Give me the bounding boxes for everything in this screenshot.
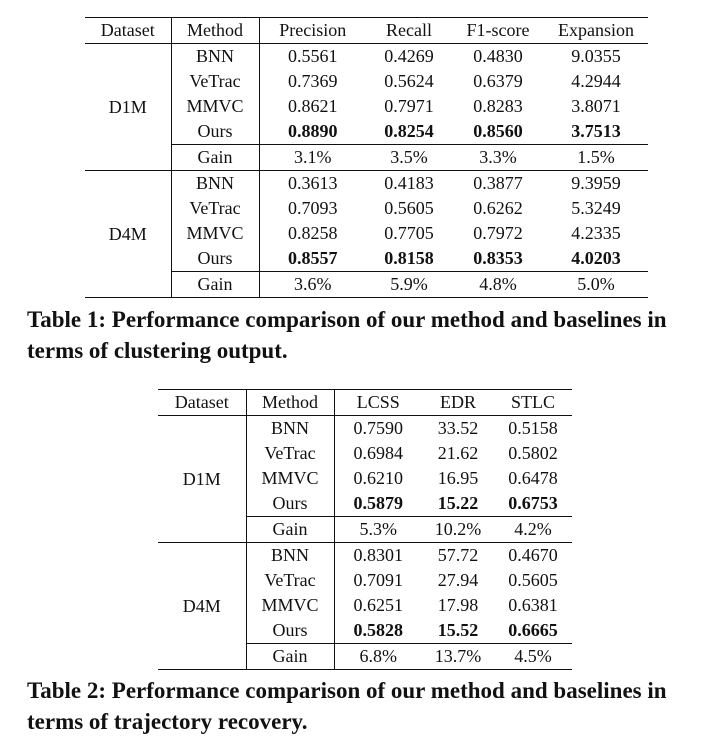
- table-cell: 3.3%: [452, 145, 544, 171]
- dataset-cell: D4M: [158, 543, 246, 670]
- table-cell: 9.3959: [571, 173, 621, 193]
- method-cell: Gain: [171, 272, 259, 298]
- table-cell: 0.7093: [288, 198, 338, 218]
- method-cell: MMVC: [171, 94, 259, 119]
- method-cell: BNN: [171, 44, 259, 70]
- table-cell: 27.94: [437, 570, 479, 590]
- table-cell-best: 0.5828: [353, 620, 403, 640]
- method-cell: MMVC: [171, 221, 259, 246]
- table-cell: 0.7369: [288, 71, 338, 91]
- table-cell: 0.5605: [384, 198, 434, 218]
- method-cell: VeTrac: [171, 196, 259, 221]
- table-cell: 0.8283: [473, 96, 523, 116]
- table-cell: 0.5561: [288, 46, 338, 66]
- table-cell: 4.5%: [494, 644, 572, 670]
- table-row: [158, 416, 572, 442]
- table-cell-best: 0.8158: [384, 248, 434, 268]
- method-cell: VeTrac: [171, 69, 259, 94]
- header-method: Method: [246, 390, 334, 416]
- method-cell: BNN: [246, 543, 334, 569]
- table-cell: 3.1%: [259, 145, 366, 171]
- table-cell: 6.8%: [334, 644, 422, 670]
- table-cell-best: 15.52: [437, 620, 479, 640]
- method-cell: Ours: [246, 618, 334, 644]
- table-cell-best: 0.8254: [384, 121, 434, 141]
- method-cell: Gain: [246, 644, 334, 670]
- table-cell: 0.6381: [508, 595, 558, 615]
- table-cell: 0.7091: [353, 570, 403, 590]
- table-cell: 0.7590: [353, 418, 403, 438]
- table-cell: 4.2335: [571, 223, 621, 243]
- table-cell-best: 15.22: [437, 493, 479, 513]
- dataset-cell: D4M: [85, 171, 171, 298]
- table-cell: 9.0355: [571, 46, 621, 66]
- table-1: [85, 17, 648, 298]
- table-header-row: [85, 18, 648, 44]
- table-cell: 0.7972: [473, 223, 523, 243]
- header-expansion: Expansion: [544, 18, 648, 44]
- table-cell: 0.4830: [473, 46, 523, 66]
- table-cell: 3.6%: [259, 272, 366, 298]
- table-1-caption: Table 1: Performance comparison of our method and baselines in terms of clustering output.: [27, 307, 667, 363]
- table-cell: 0.7971: [384, 96, 434, 116]
- table-cell-best: 0.8557: [288, 248, 338, 268]
- method-cell: Gain: [246, 517, 334, 543]
- method-cell: BNN: [171, 171, 259, 197]
- table-cell-best: 0.8560: [473, 121, 523, 141]
- table-cell: 0.6984: [353, 443, 403, 463]
- table-cell: 0.6210: [353, 468, 403, 488]
- table-cell: 0.3877: [473, 173, 523, 193]
- table-cell: 5.0%: [544, 272, 648, 298]
- header-dataset: Dataset: [158, 390, 246, 416]
- dataset-cell: D1M: [85, 44, 171, 171]
- method-cell: VeTrac: [246, 568, 334, 593]
- header-method: Method: [171, 18, 259, 44]
- table-header-row: [158, 390, 572, 416]
- method-cell: BNN: [246, 416, 334, 442]
- header-stlc: STLC: [494, 390, 572, 416]
- table-cell: 0.6379: [473, 71, 523, 91]
- table-cell: 57.72: [437, 545, 479, 565]
- method-cell: MMVC: [246, 593, 334, 618]
- table-cell: 17.98: [437, 595, 479, 615]
- table-cell: 0.4269: [384, 46, 434, 66]
- table-cell: 10.2%: [422, 517, 494, 543]
- table-cell: 0.4670: [508, 545, 558, 565]
- table-cell-best: 3.7513: [571, 121, 621, 141]
- method-cell: MMVC: [246, 466, 334, 491]
- table-cell: 4.8%: [452, 272, 544, 298]
- table-cell-best: 0.5879: [353, 493, 403, 513]
- header-precision: Precision: [259, 18, 366, 44]
- table-cell: 0.8258: [288, 223, 338, 243]
- table-cell: 0.6478: [508, 468, 558, 488]
- table-2: [158, 389, 572, 670]
- table-cell: 1.5%: [544, 145, 648, 171]
- method-cell: Ours: [246, 491, 334, 517]
- table-cell: 3.8071: [571, 96, 621, 116]
- table-cell: 0.7705: [384, 223, 434, 243]
- header-dataset: Dataset: [85, 18, 171, 44]
- method-cell: Ours: [171, 119, 259, 145]
- table-cell: 0.5605: [508, 570, 558, 590]
- header-f1-score: F1-score: [452, 18, 544, 44]
- table-cell: 5.3%: [334, 517, 422, 543]
- table-cell-best: 0.8353: [473, 248, 523, 268]
- table-row: [158, 543, 572, 569]
- table-cell: 0.5158: [508, 418, 558, 438]
- table-row: [85, 44, 648, 70]
- table-cell: 0.3613: [288, 173, 338, 193]
- table-cell: 0.8301: [353, 545, 403, 565]
- table-cell: 4.2944: [571, 71, 621, 91]
- table-cell: 33.52: [437, 418, 479, 438]
- table-cell: 3.5%: [366, 145, 452, 171]
- table-cell: 0.5802: [508, 443, 558, 463]
- method-cell: VeTrac: [246, 441, 334, 466]
- table-cell-best: 0.8890: [288, 121, 338, 141]
- header-recall: Recall: [366, 18, 452, 44]
- table-cell: 4.2%: [494, 517, 572, 543]
- table-2-caption: Table 2: Performance comparison of our method and baselines in terms of trajectory recovery.: [27, 678, 667, 734]
- table-cell: 0.6262: [473, 198, 523, 218]
- method-cell: Gain: [171, 145, 259, 171]
- dataset-cell: D1M: [158, 416, 246, 543]
- table-cell-best: 0.6753: [508, 493, 558, 513]
- table-cell: 21.62: [437, 443, 479, 463]
- table-cell: 0.8621: [288, 96, 338, 116]
- table-cell: 13.7%: [422, 644, 494, 670]
- table-row: [85, 171, 648, 197]
- table-cell: 0.6251: [353, 595, 403, 615]
- table-cell: 5.3249: [571, 198, 621, 218]
- header-edr: EDR: [422, 390, 494, 416]
- table-cell: 16.95: [437, 468, 479, 488]
- header-lcss: LCSS: [334, 390, 422, 416]
- table-cell: 5.9%: [366, 272, 452, 298]
- table-cell: 0.4183: [384, 173, 434, 193]
- table-cell-best: 0.6665: [508, 620, 558, 640]
- method-cell: Ours: [171, 246, 259, 272]
- table-cell-best: 4.0203: [571, 248, 621, 268]
- table-cell: 0.5624: [384, 71, 434, 91]
